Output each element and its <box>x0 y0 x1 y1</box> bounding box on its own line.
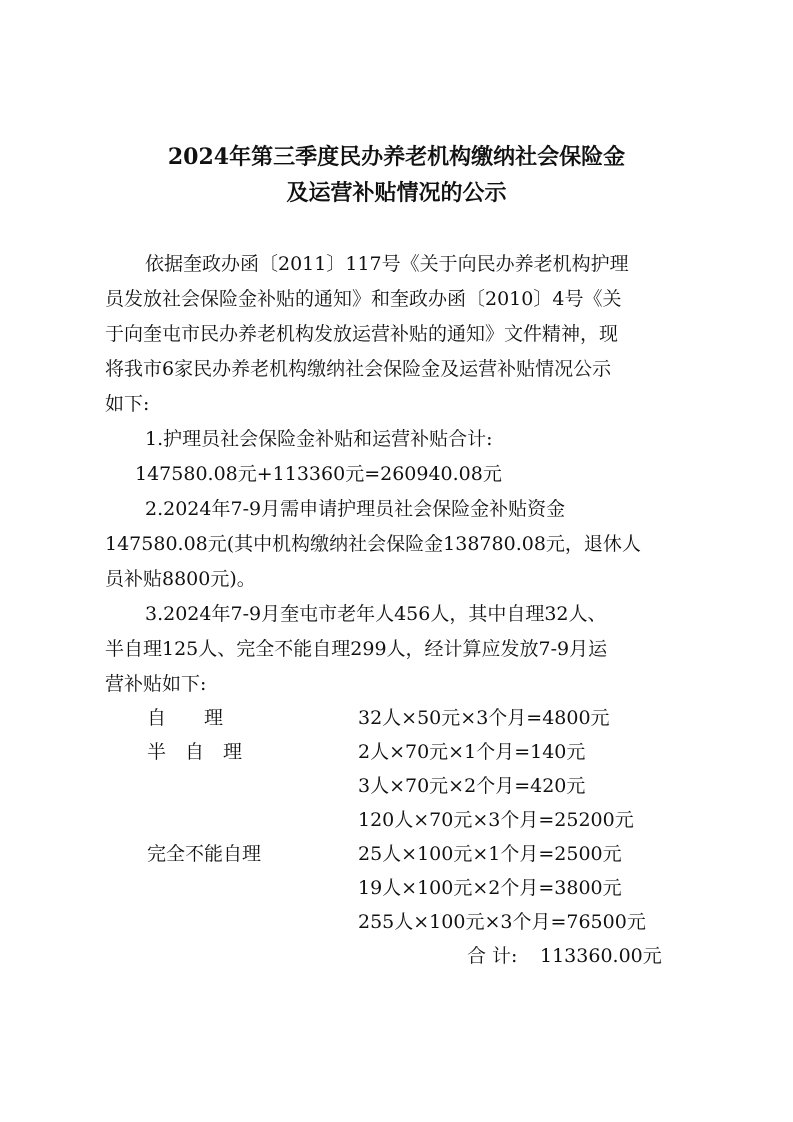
table-row-category: 自 理 <box>147 707 224 729</box>
intro-line-5: 如下: <box>105 393 150 415</box>
item1-heading: 1.护理员社会保险金补贴和运营补贴合计: <box>145 428 493 450</box>
item3-line-1: 3.2024年7-9月奎屯市老年人456人，其中自理32人、 <box>145 603 607 625</box>
item2-line-3: 员补贴8800元)。 <box>105 568 256 590</box>
table-row-calc: 120人×70元×3个月=25200元 <box>358 809 634 831</box>
intro-line-1: 依据奎政办函〔2011〕117号《关于向民办养老机构护理 <box>145 253 629 275</box>
item2-line-1: 2.2024年7-9月需申请护理员社会保险金补贴资金 <box>145 498 566 520</box>
table-row-category: 半 自 理 <box>147 741 243 763</box>
document-title-line-2: 及运营补贴情况的公示 <box>286 180 507 206</box>
intro-line-3: 于向奎屯市民办养老机构发放运营补贴的通知》文件精神，现 <box>105 323 619 345</box>
item3-line-2: 半自理125人、完全不能自理299人，经计算应发放7-9月运 <box>105 638 608 660</box>
table-total-value: 113360.00元 <box>540 945 662 967</box>
item1-formula: 147580.08元+113360元=260940.08元 <box>135 463 502 485</box>
table-row-calc: 2人×70元×1个月=140元 <box>358 741 586 763</box>
intro-line-2: 员发放社会保险金补贴的通知》和奎政办函〔2010〕4号《关 <box>105 288 622 310</box>
document-title-line-1: 2024年第三季度民办养老机构缴纳社会保险金 <box>167 144 626 170</box>
intro-line-4: 将我市6家民办养老机构缴纳社会保险金及运营补贴情况公示 <box>105 358 612 380</box>
item2-line-2: 147580.08元(其中机构缴纳社会保险金138780.08元，退休人 <box>105 533 641 555</box>
table-row-calc: 25人×100元×1个月=2500元 <box>358 843 622 865</box>
table-total-label: 合 计: <box>467 945 518 967</box>
table-row-calc: 255人×100元×3个月=76500元 <box>358 911 646 933</box>
table-row-calc: 32人×50元×3个月=4800元 <box>358 707 610 729</box>
item3-line-3: 营补贴如下: <box>105 673 207 695</box>
table-row-calc: 19人×100元×2个月=3800元 <box>358 877 622 899</box>
table-row-calc: 3人×70元×2个月=420元 <box>358 775 586 797</box>
table-row-category: 完全不能自理 <box>147 843 262 865</box>
